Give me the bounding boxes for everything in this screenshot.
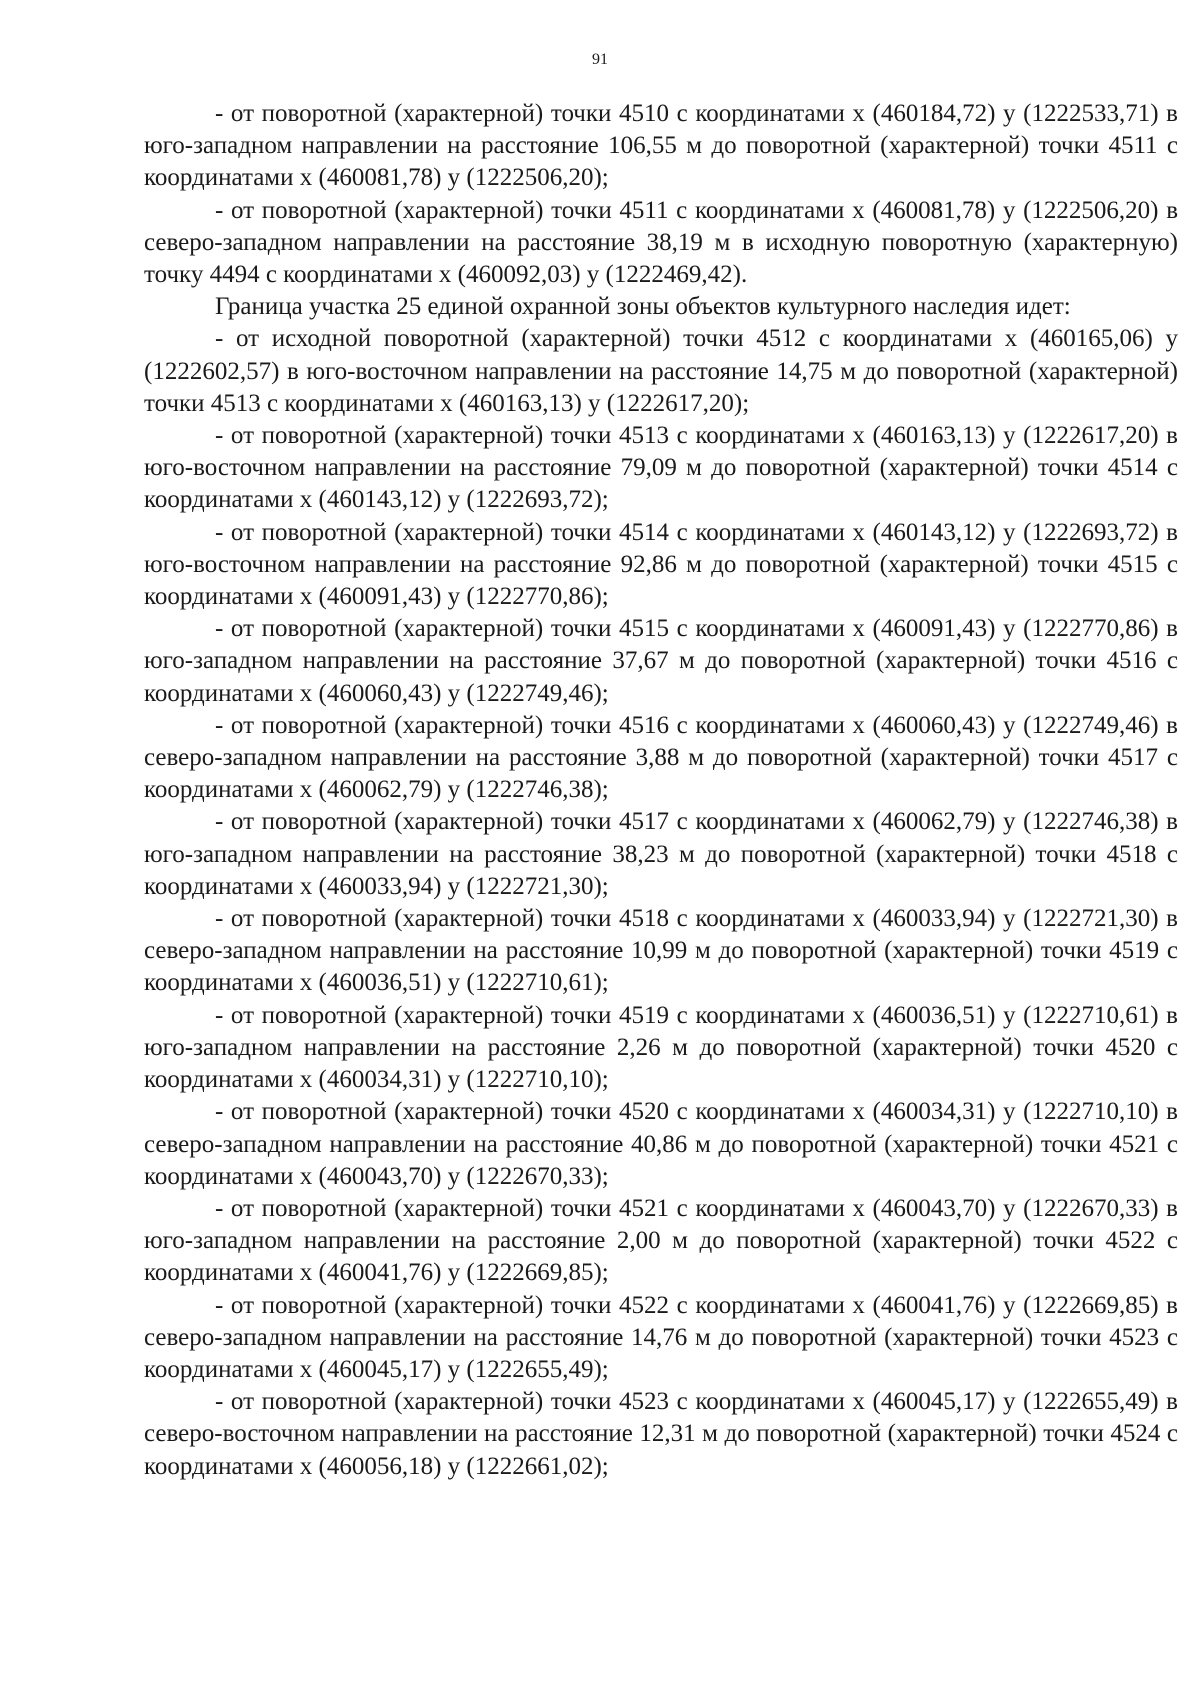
paragraph: - от поворотной (характерной) точки 4513 с координатами x (460163,13) y (1222617,20) в юго-восточном направлении на расстояние 79,09 м до поворотной (характерной) точки 4514 с координатами x (460143,12) y (1222693,72); bbox=[144, 422, 1178, 514]
paragraph: - от поворотной (характерной) точки 4518 с координатами x (460033,94) y (1222721,30) в северо-западном направлении на расстояние 10,99 м до поворотной (характерной) точки 4519 с координатами x (460036,51) y (1222710,61); bbox=[144, 905, 1178, 997]
section-heading-paragraph: Граница участка 25 единой охранной зоны объектов культурного наследия идет: bbox=[215, 293, 1071, 321]
paragraph: - от исходной поворотной (характерной) точки 4512 с координатами x (460165,06) y (1222602,57) в юго-восточном направлении на расстояние 14,75 м до поворотной (характерной) точки 4513 с координатами x (460163,13) y (1222617,20); bbox=[144, 325, 1178, 417]
paragraph: - от поворотной (характерной) точки 4511 с координатами x (460081,78) y (1222506,20) в северо-западном направлении на расстояние 38,19 м в исходную поворотную (характерную) точку 4494 с координатами x (460092,03) y (1222469,42). bbox=[144, 196, 1178, 289]
paragraph: - от поворотной (характерной) точки 4517 с координатами x (460062,79) y (1222746,38) в юго-западном направлении на расстояние 38,23 м до поворотной (характерной) точки 4518 с координатами x (460033,94) y (1222721,30); bbox=[144, 808, 1178, 900]
paragraph: - от поворотной (характерной) точки 4522 с координатами x (460041,76) y (1222669,85) в северо-западном направлении на расстояние 14,76 м до поворотной (характерной) точки 4523 с координатами x (460045,17) y (1222655,49); bbox=[144, 1291, 1178, 1383]
paragraph: - от поворотной (характерной) точки 4519 с координатами x (460036,51) y (1222710,61) в юго-западном направлении на расстояние 2,26 м до поворотной (характерной) точки 4520 с координатами x (460034,31) y (1222710,10); bbox=[144, 1001, 1178, 1094]
paragraph: - от поворотной (характерной) точки 4523 с координатами x (460045,17) y (1222655,49) в северо-восточном направлении на расстояние 12,31 м до поворотной (характерной) точки 4524 с координатами x (460056,18) y (1222661,02); bbox=[144, 1388, 1178, 1480]
document-body bbox=[144, 98, 1178, 1483]
paragraph: - от поворотной (характерной) точки 4516 с координатами x (460060,43) y (1222749,46) в северо-западном направлении на расстояние 3,88 м до поворотной (характерной) точки 4517 с координатами x (460062,79) y (1222746,38); bbox=[144, 711, 1178, 804]
paragraph: - от поворотной (характерной) точки 4520 с координатами x (460034,31) y (1222710,10) в северо-западном направлении на расстояние 40,86 м до поворотной (характерной) точки 4521 с координатами x (460043,70) y (1222670,33); bbox=[144, 1098, 1178, 1190]
paragraph: - от поворотной (характерной) точки 4510 с координатами x (460184,72) y (1222533,71) в юго-западном направлении на расстояние 106,55 м до поворотной (характерной) точки 4511 с координатами x (460081,78) y (1222506,20); bbox=[144, 100, 1178, 192]
paragraph: - от поворотной (характерной) точки 4515 с координатами x (460091,43) y (1222770,86) в юго-западном направлении на расстояние 37,67 м до поворотной (характерной) точки 4516 с координатами x (460060,43) y (1222749,46); bbox=[144, 615, 1178, 707]
paragraph: - от поворотной (характерной) точки 4514 с координатами x (460143,12) y (1222693,72) в юго-восточном направлении на расстояние 92,86 м до поворотной (характерной) точки 4515 с координатами x (460091,43) y (1222770,86); bbox=[144, 518, 1178, 611]
paragraph: - от поворотной (характерной) точки 4521 с координатами x (460043,70) y (1222670,33) в юго-западном направлении на расстояние 2,00 м до поворотной (характерной) точки 4522 с координатами x (460041,76) y (1222669,85); bbox=[144, 1194, 1178, 1287]
page-number: 91 bbox=[592, 51, 608, 68]
